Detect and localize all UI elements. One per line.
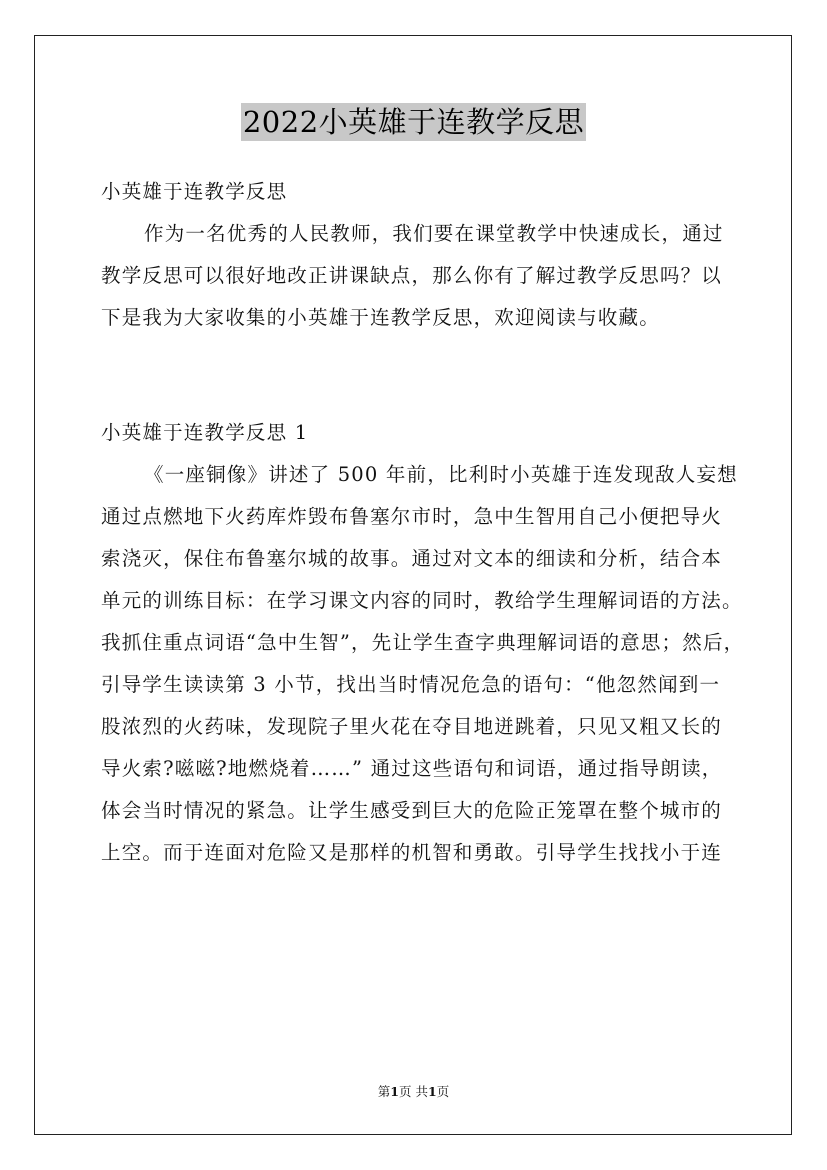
footer-mid: 页 共 <box>399 1084 428 1099</box>
intro-line: 下是我为大家收集的小英雄于连教学反思，欢迎阅读与收藏。 <box>101 306 660 329</box>
body-line: 导火索?嗞嗞?地燃烧着……” 通过这些语句和词语，通过指导朗读， <box>101 757 723 780</box>
document-body <box>101 171 745 874</box>
body-line: 单元的训练目标：在学习课文内容的同时，教给学生理解词语的方法。 <box>101 589 743 612</box>
subtitle: 小英雄于连教学反思 <box>101 180 288 203</box>
section-heading: 小英雄于连教学反思 1 <box>101 421 309 444</box>
body-line: 体会当时情况的紧急。让学生感受到巨大的危险正笼罩在整个城市的 <box>101 799 723 822</box>
document-title: 2022小英雄于连教学反思 <box>242 105 585 139</box>
body-line: 上空。而于连面对危险又是那样的机智和勇敢。引导学生找找小于连 <box>101 841 723 864</box>
body-line: 我抓住重点词语“急中生智”，先让学生查字典理解词语的意思；然后， <box>101 631 745 654</box>
footer-suffix: 页 <box>436 1084 450 1099</box>
footer-prefix: 第 <box>377 1084 391 1099</box>
section-gap <box>101 339 741 412</box>
title-container <box>0 103 827 141</box>
footer-page-number: 1 <box>390 1084 399 1099</box>
page-footer <box>0 1082 827 1100</box>
body-line: 通过点燃地下火药库炸毁布鲁塞尔市时，急中生智用自己小便把导火 <box>101 505 723 528</box>
body-line: 《一座铜像》讲述了 500 年前，比利时小英雄于连发现敌人妄想 <box>144 463 738 486</box>
intro-line: 作为一名优秀的人民教师，我们要在课堂教学中快速成长，通过 <box>144 222 724 245</box>
body-line: 股浓烈的火药味，发现院子里火花在夺目地迸跳着，只见又粗又长的 <box>101 715 723 738</box>
intro-line: 教学反思可以很好地改正讲课缺点，那么你有了解过教学反思吗？以 <box>101 264 723 287</box>
body-line: 索浇灭，保住布鲁塞尔城的故事。通过对文本的细读和分析，结合本 <box>101 547 723 570</box>
footer-total-pages: 1 <box>427 1084 437 1099</box>
body-line: 引导学生读读第 3 小节，找出当时情况危急的语句：“他忽然闻到一 <box>101 673 721 696</box>
